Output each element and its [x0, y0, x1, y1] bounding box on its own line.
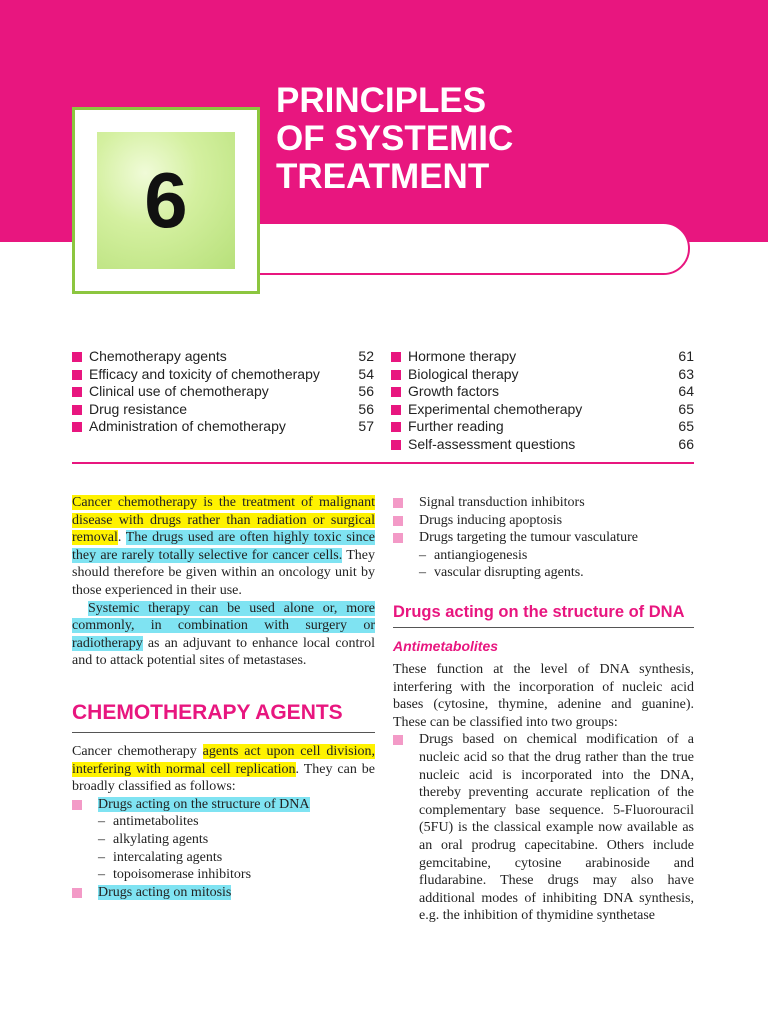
toc-item[interactable]	[72, 418, 374, 436]
list-item	[72, 884, 375, 902]
toc-page: 56	[358, 400, 374, 417]
toc-left-column	[72, 348, 374, 436]
highlight-blue: Drugs acting on the structure of DNA	[98, 796, 310, 812]
toc-page: 65	[678, 418, 694, 434]
dash-icon: –	[98, 814, 105, 830]
toc-label: Chemotherapy agents	[89, 348, 227, 364]
list-item	[393, 494, 694, 512]
dash-icon: –	[419, 565, 426, 581]
sub-list	[419, 547, 694, 582]
chapter-title	[276, 82, 756, 196]
subsubsection-heading: Antimetabolites	[393, 637, 499, 654]
toc-bullet-icon	[72, 370, 82, 380]
toc-page: 63	[678, 365, 694, 382]
toc-label: Clinical use of chemotherapy	[89, 383, 269, 399]
toc-item[interactable]	[391, 366, 694, 384]
toc-label: Drug resistance	[89, 400, 188, 417]
bullet-icon	[393, 516, 403, 526]
toc-page: 64	[678, 383, 694, 399]
highlight-blue: Systemic therapy can be used alone or, more commonly, in combination with surgery or radiotherapy	[72, 600, 375, 651]
toc-item[interactable]	[391, 418, 694, 436]
list-label: Signal transduction inhibitors	[419, 495, 585, 510]
text-run: Cancer chemotherapy	[72, 743, 203, 759]
chapter-number-box	[72, 107, 260, 294]
intro-paragraph-2	[72, 600, 375, 670]
sub-list-label: antiangiogenesis	[434, 547, 528, 563]
text-run: as an adjuvant to enhance local control and to attack potential sites of metastases.	[72, 635, 375, 669]
highlight-blue: The drugs used are often highly toxic since they are rarely totally selective for cancer cells.	[72, 530, 376, 563]
toc-bullet-icon	[391, 370, 401, 380]
sub-list-label: intercalating agents	[113, 849, 223, 865]
list-item	[393, 529, 694, 582]
toc-label: Further reading	[408, 418, 504, 434]
intro-paragraph	[72, 494, 375, 600]
toc-item[interactable]	[391, 348, 694, 366]
section-heading: CHEMOTHERAPY AGENTS	[72, 700, 375, 733]
toc-bullet-icon	[72, 387, 82, 397]
toc-item[interactable]	[72, 366, 374, 384]
chapter-title-line: OF SYSTEMIC	[276, 119, 514, 158]
section-paragraph	[72, 743, 375, 796]
list-label: Drugs inducing apoptosis	[419, 512, 563, 528]
highlight-yellow: Cancer chemotherapy is the treatment of malignant disease with drugs rather than radiation or surgical removal	[72, 495, 375, 546]
sub-list-item	[98, 813, 375, 831]
sub-list-item	[98, 849, 375, 867]
toc-bullet-icon	[72, 352, 82, 362]
banner-pill-decoration	[258, 222, 690, 275]
left-column	[72, 494, 375, 901]
sub-list-label: topoisomerase inhibitors	[113, 867, 252, 883]
toc-page: 56	[358, 383, 374, 399]
toc-label: Experimental chemotherapy	[408, 400, 583, 417]
toc-item[interactable]	[391, 436, 694, 454]
list-item	[72, 796, 375, 884]
toc-item[interactable]	[72, 401, 374, 419]
toc-item[interactable]	[72, 383, 374, 401]
sub-list	[98, 813, 375, 883]
highlight-yellow: agents act upon cell division, interfering with normal cell replication	[72, 743, 375, 777]
toc-bullet-icon	[72, 422, 82, 432]
list-item	[393, 731, 694, 925]
toc-right-column	[391, 348, 694, 453]
toc-label: Administration of chemotherapy	[89, 418, 286, 434]
dash-icon: –	[419, 547, 426, 563]
sub-list-label: alkylating agents	[113, 831, 209, 847]
toc-bullet-icon	[72, 405, 82, 415]
toc-page: 65	[678, 400, 694, 417]
sub-list-label: antimetabolites	[113, 814, 199, 830]
list-item	[393, 512, 694, 530]
toc-page: 61	[678, 348, 694, 364]
text-run: . They can be broadly classified as follows:	[72, 761, 376, 795]
groups-list	[393, 731, 694, 925]
bullet-icon	[72, 888, 82, 898]
sub-list-label: vascular disrupting agents.	[434, 565, 584, 581]
sub-list-item	[419, 547, 694, 565]
subsection-heading: Drugs acting on the structure of DNA	[393, 602, 694, 628]
chapter-number: 6	[144, 156, 188, 244]
toc-page: 52	[358, 348, 374, 364]
toc-label: Biological therapy	[408, 365, 519, 382]
list-paragraph: Drugs based on chemical modification of a nucleic acid so that the drug rather than the true nucleic acid is incorporated into the DNA, thereby preventing accurate replication of the complementary base sequence. 5-Fluorouracil (5FU) is the classical example now available as an oral prodrug capecitabine. Others include gemcitabine, cytosine arabinoside and fludarabine. These drugs may also have additional modes of inhibiting DNA synthesis, e.g. the inhibition of thymidine synthetase	[419, 732, 694, 924]
toc-label: Efficacy and toxicity of chemotherapy	[89, 365, 320, 382]
highlight-blue: Drugs acting on mitosis	[98, 884, 232, 900]
bullet-icon	[393, 498, 403, 508]
chapter-title-line: PRINCIPLES	[276, 81, 487, 120]
toc-bullet-icon	[391, 440, 401, 450]
text-run: .	[117, 530, 126, 546]
toc-page: 54	[358, 365, 374, 382]
bullet-icon	[393, 735, 403, 745]
dash-icon: –	[98, 831, 105, 847]
classification-list	[72, 796, 375, 902]
sub-list-item	[98, 866, 375, 884]
sub-list-item	[98, 831, 375, 849]
bullet-icon	[393, 533, 403, 543]
toc-page: 66	[678, 435, 694, 452]
toc-bullet-icon	[391, 422, 401, 432]
toc-label: Self-assessment questions	[408, 435, 576, 452]
dash-icon: –	[98, 849, 105, 865]
toc-bullet-icon	[391, 405, 401, 415]
toc-item[interactable]	[72, 348, 374, 366]
toc-page: 57	[358, 418, 374, 434]
toc-divider	[72, 462, 694, 464]
toc-label: Hormone therapy	[408, 348, 517, 364]
chapter-number-tile	[97, 132, 235, 269]
chapter-title-line: TREATMENT	[276, 157, 490, 196]
text-run: They should therefore be given within an oncology unit by those experienced in their use.	[72, 547, 376, 598]
dash-icon: –	[98, 867, 105, 883]
body-paragraph: These function at the level of DNA synthesis, interfering with the incorporation of nucleic acid bases (cytosine, thymine, adenine and guanine). These can be classified into two groups:	[393, 661, 694, 730]
toc-label: Growth factors	[408, 383, 500, 399]
right-column	[393, 494, 694, 925]
continued-list	[393, 494, 694, 582]
toc-item[interactable]	[391, 401, 694, 419]
list-label: Drugs targeting the tumour vasculature	[419, 530, 639, 546]
bullet-icon	[72, 800, 82, 810]
toc-bullet-icon	[391, 352, 401, 362]
toc-bullet-icon	[391, 387, 401, 397]
toc-item[interactable]	[391, 383, 694, 401]
sub-list-item	[419, 564, 694, 582]
